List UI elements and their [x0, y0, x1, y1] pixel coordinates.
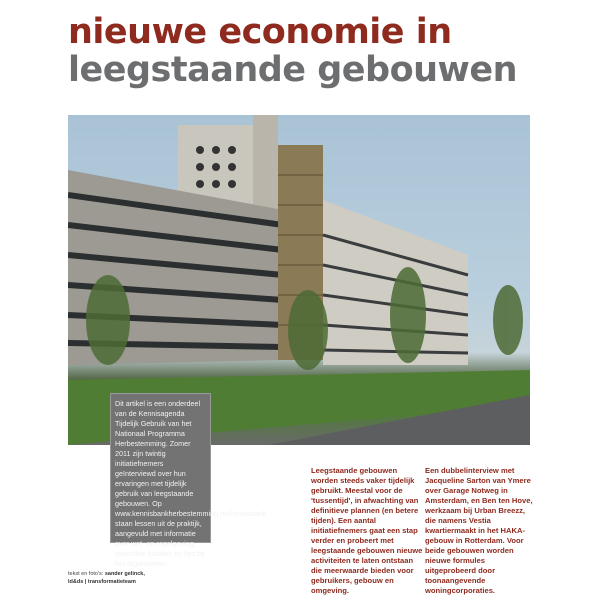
- title-line-1: nieuwe economie in: [68, 12, 452, 52]
- credit-author: sander gelinck,: [104, 571, 145, 577]
- photo-credit: [68, 570, 145, 586]
- info-sidebox: Dit artikel is een onderdeel van de Kennisagenda Tijdelijk Gebruik van het Nationaal Programma Herbestemming. Zomer 2011 zijn twintig initiatiefnemers geïnterviewd over hun ervaringen met tijdelijk gebruik van leegstaande gebouwen. Op www.kennisbankherbestemming.nu/kennisbank staan lessen uit de praktijk, aangevuld met informatie over wet- en regelgeving, geschikte functies en tips bij het organiseren.: [110, 393, 211, 543]
- credit-label: tekst en foto's:: [68, 571, 104, 577]
- intro-column-1: Leegstaande gebouwen worden steeds vaker tijdelijk gebruikt. Meestal voor de 'tussentijd', in afwachting van definitieve plannen (en betere tijden). Een aantal initiatiefnemers gaat een stap verder en probeert met leegstaande gebouwen nieuwe activiteiten te laten ontstaan die meerwaarde bieden voor gebruikers, gebouw en omgeving.: [311, 466, 423, 595]
- credit-org: ld&ds | transformatieteam: [68, 579, 136, 585]
- intro-column-2: Een dubbelinterview met Jacqueline Sarton van Ymere over Garage Notweg in Amsterdam, en Ben ten Hove, werkzaam bij Urban Breezz, die namens Vestia kwartiermaakt in het HAKA-gebouw in Rotterdam. Voor beide gebouwen worden nieuwe formules uitgeprobeerd door toonaangevende woningcorporaties.: [425, 466, 533, 595]
- title-line-2: leegstaande gebouwen: [68, 50, 518, 90]
